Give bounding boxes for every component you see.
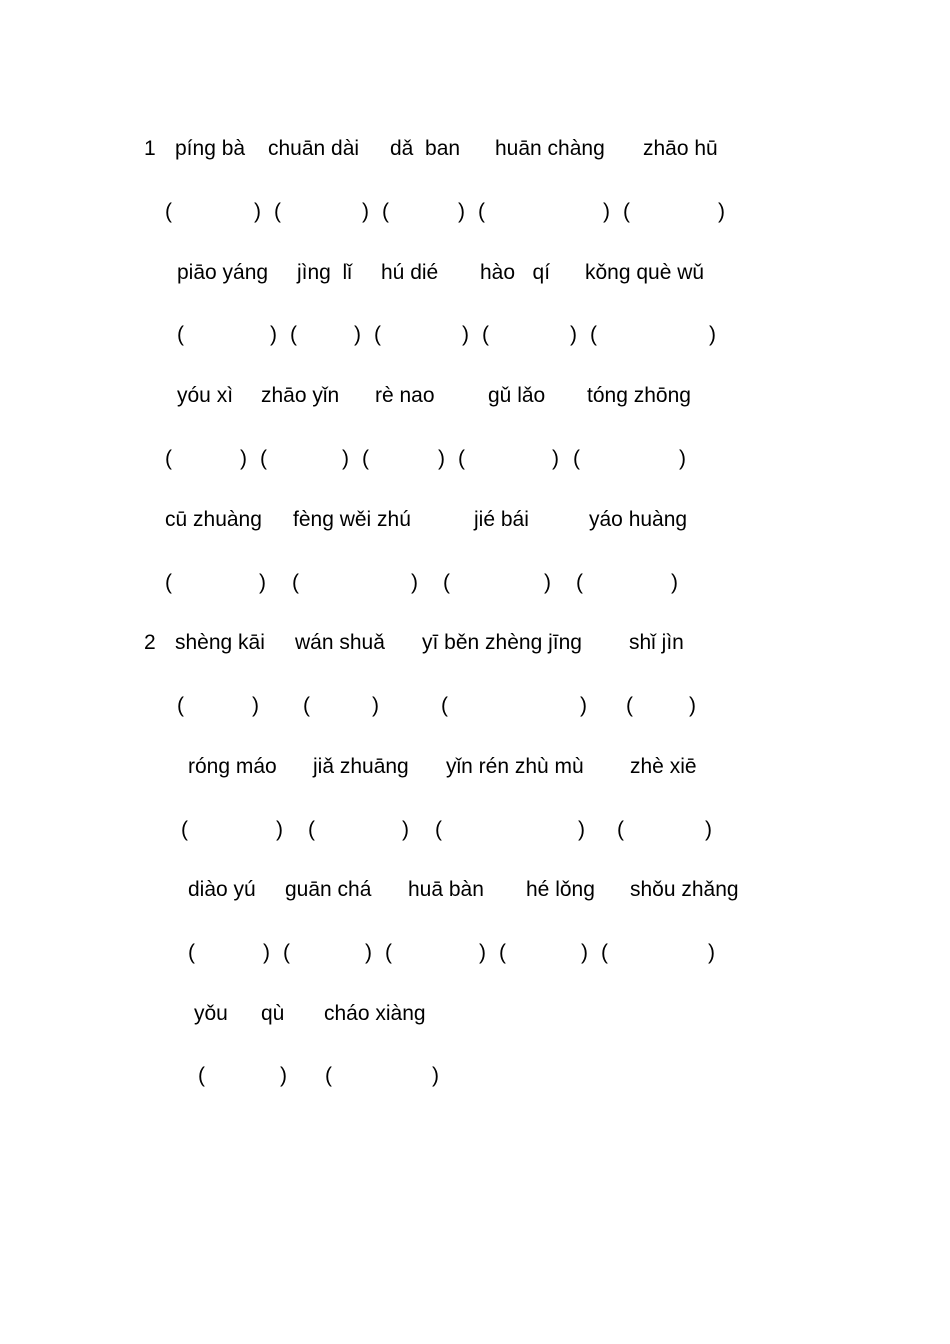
section-2-answer-row-4 <box>0 1061 950 1091</box>
pinyin-word: rè nao <box>375 384 435 407</box>
answer-bracket-open: ( <box>482 323 489 346</box>
pinyin-word: piāo yáng <box>177 261 269 284</box>
pinyin-word: yáo huàng <box>589 508 688 531</box>
answer-bracket-open: ( <box>617 818 624 841</box>
pinyin-word: cū zhuàng <box>165 508 262 531</box>
answer-bracket-close: ) <box>402 818 409 841</box>
pinyin-word: shèng kāi <box>175 631 265 654</box>
pinyin-word: wán shuǎ <box>295 631 385 654</box>
pinyin-word: fèng wěi zhú <box>293 508 411 531</box>
answer-bracket-open: ( <box>576 571 583 594</box>
pinyin-word: tóng zhōng <box>587 384 691 407</box>
answer-bracket-close: ) <box>679 447 686 470</box>
answer-bracket-open: ( <box>626 694 633 717</box>
answer-bracket-open: ( <box>260 447 267 470</box>
pinyin-word: zhāo hū <box>643 137 718 160</box>
answer-bracket-open: ( <box>623 200 630 223</box>
answer-bracket-close: ) <box>671 571 678 594</box>
answer-bracket-close: ) <box>276 818 283 841</box>
pinyin-word: yǒu <box>194 1002 228 1025</box>
answer-bracket-open: ( <box>283 941 290 964</box>
pinyin-word: huā bàn <box>408 878 484 901</box>
answer-bracket-close: ) <box>342 447 349 470</box>
answer-bracket-close: ) <box>252 694 259 717</box>
pinyin-word: zhè xiē <box>630 755 697 778</box>
answer-bracket-close: ) <box>254 200 261 223</box>
section-1-pinyin-row-3 <box>0 381 950 411</box>
pinyin-word: huān chàng <box>495 137 605 160</box>
answer-bracket-close: ) <box>578 818 585 841</box>
answer-bracket-close: ) <box>718 200 725 223</box>
pinyin-word: zhāo yǐn <box>261 384 340 407</box>
answer-bracket-open: ( <box>443 571 450 594</box>
answer-bracket-close: ) <box>479 941 486 964</box>
answer-bracket-close: ) <box>705 818 712 841</box>
section-2-answer-row-3 <box>0 938 950 968</box>
pinyin-word: yǐn rén zhù mù <box>446 755 584 778</box>
pinyin-word: jiǎ zhuāng <box>313 755 409 778</box>
pinyin-word: píng bà <box>175 137 246 160</box>
pinyin-word: hú dié <box>381 261 439 284</box>
section-2-answer-row-2 <box>0 815 950 845</box>
answer-bracket-close: ) <box>580 694 587 717</box>
section-1-pinyin-row-4 <box>0 505 950 535</box>
answer-bracket-close: ) <box>365 941 372 964</box>
answer-bracket-open: ( <box>303 694 310 717</box>
pinyin-word: qù <box>261 1002 285 1025</box>
pinyin-word: shǒu zhǎng <box>630 878 739 901</box>
answer-bracket-open: ( <box>362 447 369 470</box>
answer-bracket-open: ( <box>290 323 297 346</box>
answer-bracket-open: ( <box>590 323 597 346</box>
section-1-pinyin-row-2 <box>0 258 950 288</box>
answer-bracket-open: ( <box>177 323 184 346</box>
answer-bracket-open: ( <box>165 447 172 470</box>
pinyin-word: kǒng què wǔ <box>585 261 705 284</box>
section-2-answer-row-1 <box>0 691 950 721</box>
section-1-answer-row-4 <box>0 568 950 598</box>
section-2-pinyin-row-4 <box>0 999 950 1029</box>
answer-bracket-open: ( <box>181 818 188 841</box>
pinyin-word: róng máo <box>188 755 277 778</box>
answer-bracket-open: ( <box>573 447 580 470</box>
answer-bracket-close: ) <box>240 447 247 470</box>
pinyin-word: hào qí <box>480 261 551 284</box>
answer-bracket-open: ( <box>308 818 315 841</box>
answer-bracket-open: ( <box>382 200 389 223</box>
answer-bracket-close: ) <box>603 200 610 223</box>
answer-bracket-open: ( <box>188 941 195 964</box>
answer-bracket-close: ) <box>280 1064 287 1087</box>
answer-bracket-open: ( <box>177 694 184 717</box>
section-1-pinyin-row-1 <box>0 134 950 164</box>
answer-bracket-open: ( <box>441 694 448 717</box>
answer-bracket-close: ) <box>709 323 716 346</box>
section-1-answer-row-1 <box>0 197 950 227</box>
answer-bracket-close: ) <box>432 1064 439 1087</box>
answer-bracket-close: ) <box>438 447 445 470</box>
section-2-number: 2 <box>144 631 156 654</box>
answer-bracket-open: ( <box>374 323 381 346</box>
answer-bracket-open: ( <box>478 200 485 223</box>
answer-bracket-close: ) <box>462 323 469 346</box>
pinyin-word: yóu xì <box>177 384 234 407</box>
answer-bracket-open: ( <box>274 200 281 223</box>
answer-bracket-close: ) <box>570 323 577 346</box>
answer-bracket-open: ( <box>165 200 172 223</box>
answer-bracket-close: ) <box>372 694 379 717</box>
answer-bracket-close: ) <box>689 694 696 717</box>
pinyin-word: jié bái <box>474 508 529 531</box>
answer-bracket-close: ) <box>411 571 418 594</box>
answer-bracket-close: ) <box>544 571 551 594</box>
answer-bracket-open: ( <box>499 941 506 964</box>
section-1-answer-row-3 <box>0 444 950 474</box>
answer-bracket-open: ( <box>198 1064 205 1087</box>
pinyin-word: hé lǒng <box>526 878 595 901</box>
section-2-pinyin-row-3 <box>0 875 950 905</box>
answer-bracket-open: ( <box>292 571 299 594</box>
answer-bracket-close: ) <box>270 323 277 346</box>
pinyin-word: diào yú <box>188 878 256 901</box>
answer-bracket-open: ( <box>325 1064 332 1087</box>
answer-bracket-open: ( <box>458 447 465 470</box>
answer-bracket-open: ( <box>435 818 442 841</box>
answer-bracket-open: ( <box>601 941 608 964</box>
section-2-pinyin-row-2 <box>0 752 950 782</box>
pinyin-word: chuān dài <box>268 137 360 160</box>
answer-bracket-close: ) <box>354 323 361 346</box>
answer-bracket-close: ) <box>552 447 559 470</box>
pinyin-word: gǔ lǎo <box>488 384 546 407</box>
answer-bracket-close: ) <box>708 941 715 964</box>
pinyin-word: dǎ ban <box>390 137 461 160</box>
answer-bracket-close: ) <box>362 200 369 223</box>
answer-bracket-open: ( <box>165 571 172 594</box>
answer-bracket-close: ) <box>458 200 465 223</box>
answer-bracket-close: ) <box>581 941 588 964</box>
answer-bracket-close: ) <box>263 941 270 964</box>
pinyin-word: yī běn zhèng jīng <box>422 631 582 654</box>
pinyin-word: cháo xiàng <box>324 1002 426 1025</box>
pinyin-word: shǐ jìn <box>629 631 684 654</box>
section-1-number: 1 <box>144 137 156 160</box>
pinyin-word: jìng lǐ <box>297 261 352 284</box>
answer-bracket-open: ( <box>385 941 392 964</box>
section-1-answer-row-2 <box>0 320 950 350</box>
answer-bracket-close: ) <box>259 571 266 594</box>
pinyin-word: guān chá <box>285 878 372 901</box>
section-2-pinyin-row-1 <box>0 628 950 658</box>
